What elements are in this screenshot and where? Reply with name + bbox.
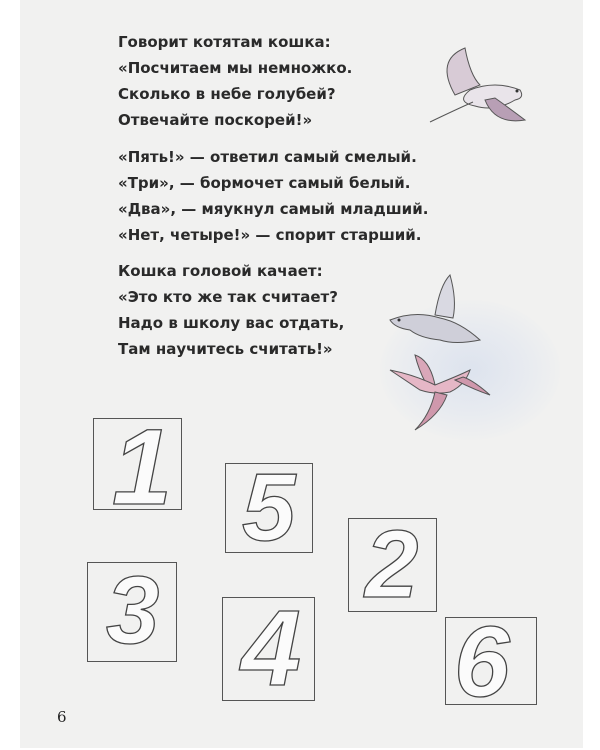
outlined-digit: 5 xyxy=(242,454,296,561)
poem-line: Кошка головой качает: xyxy=(118,262,323,280)
outlined-digit: 3 xyxy=(106,557,160,664)
poem-line: Там научитесь считать!» xyxy=(118,340,333,358)
digit-box-6 xyxy=(445,606,537,718)
digit-box-3 xyxy=(87,557,177,664)
poem-line: «Это кто же так считает? xyxy=(118,288,338,306)
dove-illustration xyxy=(385,350,495,440)
dove-illustration xyxy=(385,270,495,360)
digit-box-4 xyxy=(222,587,315,708)
poem-stanza-2 xyxy=(118,144,428,248)
poem-line: «Посчитаем мы немножко. xyxy=(118,59,353,77)
digit-box-1 xyxy=(93,406,182,527)
poem-line: Говорит котятам кошка: xyxy=(118,33,331,51)
outlined-digit: 2 xyxy=(365,511,419,618)
dove-illustration xyxy=(425,40,535,130)
outlined-digit: 1 xyxy=(112,406,173,527)
outlined-digit: 4 xyxy=(241,587,302,708)
poem-line: «Три», — бормочет самый белый. xyxy=(118,174,411,192)
poem-line: «Два», — мяукнул самый младший. xyxy=(118,200,429,218)
digit-box-5 xyxy=(225,454,313,561)
outlined-digit: 6 xyxy=(454,606,510,718)
page-number: 6 xyxy=(57,708,67,726)
poem-stanza-1 xyxy=(118,29,352,133)
poem-stanza-3 xyxy=(118,258,344,362)
poem-line: Надо в школу вас отдать, xyxy=(118,314,345,332)
poem-line: Отвечайте поскорей!» xyxy=(118,111,313,129)
poem-line: «Нет, четыре!» — спорит старший. xyxy=(118,226,422,244)
digit-box-2 xyxy=(348,511,437,618)
poem-line: «Пять!» — ответил самый смелый. xyxy=(118,148,417,166)
poem-line: Сколько в небе голубей? xyxy=(118,85,336,103)
